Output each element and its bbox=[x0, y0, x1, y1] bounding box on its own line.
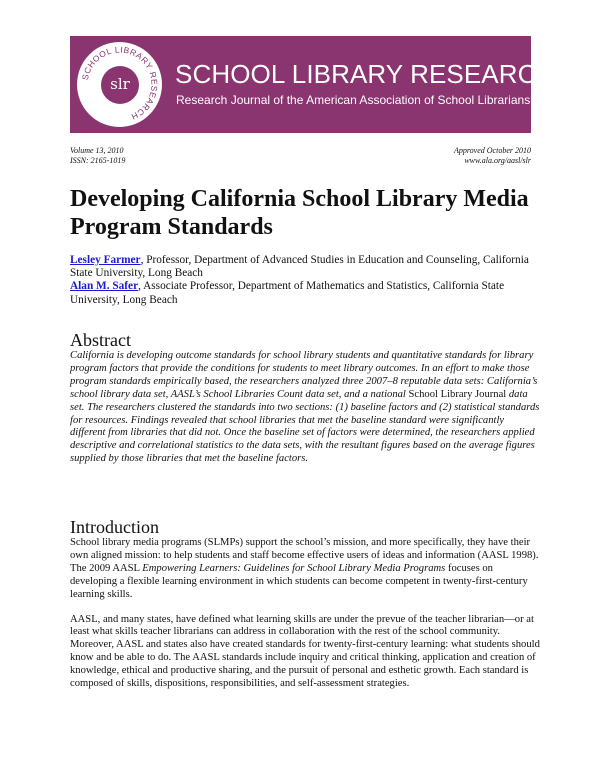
abstract-section bbox=[70, 330, 540, 466]
intro-guidelines-title: Empowering Learners: Guidelines for School Library Media Programs bbox=[142, 562, 446, 574]
author-link-safer[interactable]: Alan M. Safer bbox=[70, 280, 139, 293]
author-entry bbox=[70, 280, 540, 306]
author-list bbox=[70, 254, 540, 307]
logo-letters: slr bbox=[101, 66, 139, 104]
introduction-section bbox=[70, 517, 540, 703]
author-entry bbox=[70, 254, 540, 280]
paper-title: Developing California School Library Media Program Standards bbox=[70, 186, 529, 240]
logo-ring-text: SCHOOL LIBRARY RESEARCH bbox=[79, 44, 160, 123]
introduction-heading: Introduction bbox=[70, 517, 159, 537]
intro-text-1b: focuses on developing a flexible learning environment in which students can become competent in twenty-first-century learning skills. bbox=[70, 562, 528, 600]
intro-paragraph-2: AASL, and many states, have defined what learning skills are under the prevue of the teacher librarian—or at least what skills teacher librarians can address in collaboration with the rest of the school community. Moreover, AASL and states also have created standards for twenty-first-century learning: what students should know and be able to do. The AASL standards include inquiry and critical thinking, application and creation of knowledge, ethical and productive sharing, and the pursuit of personal and esthetic growth. Each standard is composed of skills, dispositions, responsibilities, and self-assessment strategies. bbox=[70, 613, 540, 690]
author-link-farmer[interactable]: Lesley Farmer bbox=[70, 254, 141, 266]
abstract-body bbox=[70, 350, 540, 466]
issue-info bbox=[70, 146, 125, 166]
journal-banner bbox=[70, 36, 556, 133]
journal-subtitle: Research Journal of the American Association of School Librarians bbox=[176, 93, 531, 107]
journal-url: www.ala.org/aasl/slr bbox=[464, 156, 531, 165]
abstract-journal-name: School Library Journal bbox=[408, 388, 507, 400]
volume-text: Volume 13, 2010 bbox=[70, 146, 124, 155]
author-affiliation: , Associate Professor, Department of Mathematics and Statistics, California State University, Long Beach bbox=[70, 280, 505, 306]
issn-text: ISSN: 2165-1019 bbox=[70, 156, 126, 165]
journal-title: SCHOOL LIBRARY RESEARCH bbox=[175, 59, 556, 89]
approval-info bbox=[454, 146, 531, 166]
intro-paragraph-1 bbox=[70, 537, 540, 602]
abstract-text-1: California is developing outcome standards for school library students and quantitative standards for library program factors that provide the conditions for students to meet library outcomes. In an effort to make those program standards empirically based, the researchers analyzed three 2007–8 reputable data sets: California’s school library data set, AASL’s School Libraries Count data set, and a national bbox=[70, 350, 538, 400]
intro-text-1a: School library media programs (SLMPs) support the school’s mission, and more specifically, they have their own aligned mission: to help students and staff become effective users of ideas and information (AASL 1998). The 2009 AASL bbox=[70, 537, 539, 574]
approved-text: Approved October 2010 bbox=[453, 146, 531, 155]
abstract-text-2: data set. The researchers clustered the standards into two sections: (1) baseline factors and (2) statistical standards for resources. Findings revealed that school libraries that met the baseline standard were significantly different from libraries that did not. Once the baseline set of factors were determined, the researchers applied descriptive and correlational statistics to the data sets, with the resultant figures based on the average figures supplied by those libraries that met the baseline factors. bbox=[70, 388, 540, 465]
author-affiliation: , Professor, Department of Advanced Studies in Education and Counseling, California State University, Long Beach bbox=[70, 254, 529, 280]
journal-logo bbox=[77, 42, 162, 127]
abstract-heading: Abstract bbox=[70, 330, 131, 350]
